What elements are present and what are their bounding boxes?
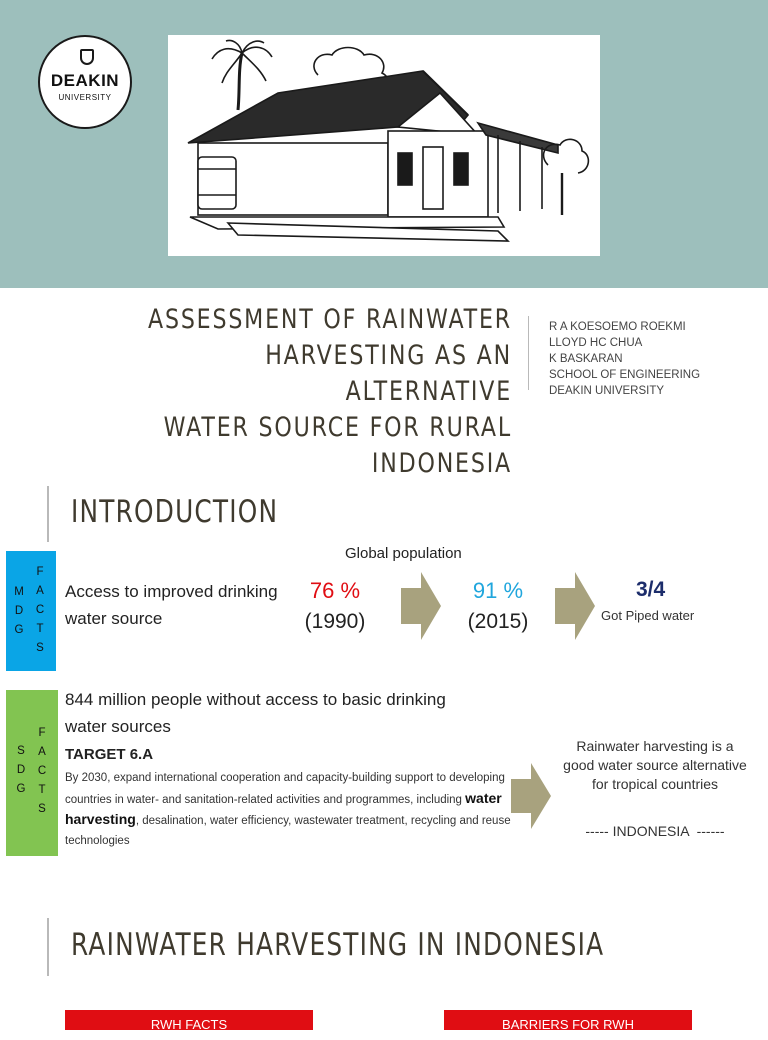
presentation-title <box>109 302 512 482</box>
target-description: By 2030, expand international cooperation and capacity-building support to developing countries in water- and sanitation-related activities and programmes, including water harvesting, desalination, water efficiency, wastewater treatment, recycling and reuse technologies <box>65 772 511 847</box>
rwh-good-source-text: Rainwater harvesting is a good water source alternative for tropical countries <box>563 738 747 792</box>
mdg-col-2: F A C T S <box>35 566 45 654</box>
house-illustration <box>168 35 600 256</box>
sdg-col-1: S D G <box>16 745 26 795</box>
mdg-col-1: M D G <box>14 586 24 636</box>
intro-heading: INTRODUCTION <box>71 494 279 530</box>
title-line-3: WATER SOURCE FOR RURAL INDONESIA <box>163 412 512 479</box>
stat-2015-year: (2015) <box>467 610 529 633</box>
deakin-logo <box>38 35 132 129</box>
rwh-facts-bar: RWH FACTS <box>65 1010 313 1030</box>
author-2: LLOYD HC CHUA <box>549 337 643 349</box>
without-access-text: 844 million people without access to basic drinking water sources <box>65 690 446 736</box>
sdg-col-2: F A C T S <box>37 727 47 815</box>
shield-icon <box>80 49 94 65</box>
stat-1990-percent: 76 % <box>309 578 361 603</box>
author-school: SCHOOL OF ENGINEERING <box>549 369 701 381</box>
arrow-right-icon <box>555 572 595 640</box>
author-university: DEAKIN UNIVERSITY <box>549 385 665 397</box>
stat-2015-percent: 91 % <box>472 578 524 603</box>
hero-banner <box>0 0 768 288</box>
arrow-right-icon <box>511 763 551 829</box>
indonesia-label: ----- INDONESIA ------ <box>585 823 725 839</box>
target-label: TARGET 6.A <box>65 746 154 763</box>
title-divider <box>528 316 529 390</box>
title-line-2: HARVESTING AS AN ALTERNATIVE <box>265 340 512 407</box>
piped-label: Got Piped water <box>601 608 695 623</box>
author-1: R A KOESOEMO ROEKMI <box>549 321 686 333</box>
piped-fraction: 3/4 <box>636 578 666 601</box>
intro-section-bar <box>47 486 49 542</box>
author-3: K BASKARAN <box>549 353 623 365</box>
rwh-section-bar <box>47 918 49 976</box>
arrow-right-icon <box>401 572 441 640</box>
house-drawing-icon <box>168 35 600 256</box>
authors-list <box>549 319 700 399</box>
rwh-heading: RAINWATER HARVESTING IN INDONESIA <box>71 927 605 963</box>
access-text: Access to improved drinking water source <box>65 582 278 628</box>
water-harvesting-emphasis: water harvesting <box>65 789 502 827</box>
stat-1990-year: (1990) <box>304 610 366 633</box>
barriers-bar: BARRIERS FOR RWH <box>444 1010 692 1030</box>
logo-sub: UNIVERSITY <box>58 93 112 102</box>
title-line-1: ASSESSMENT OF RAINWATER <box>148 304 512 335</box>
sdg-facts-box <box>6 690 58 856</box>
mdg-facts-box <box>6 551 56 671</box>
logo-name: DEAKIN <box>50 71 120 90</box>
global-population-label: Global population <box>345 545 462 562</box>
